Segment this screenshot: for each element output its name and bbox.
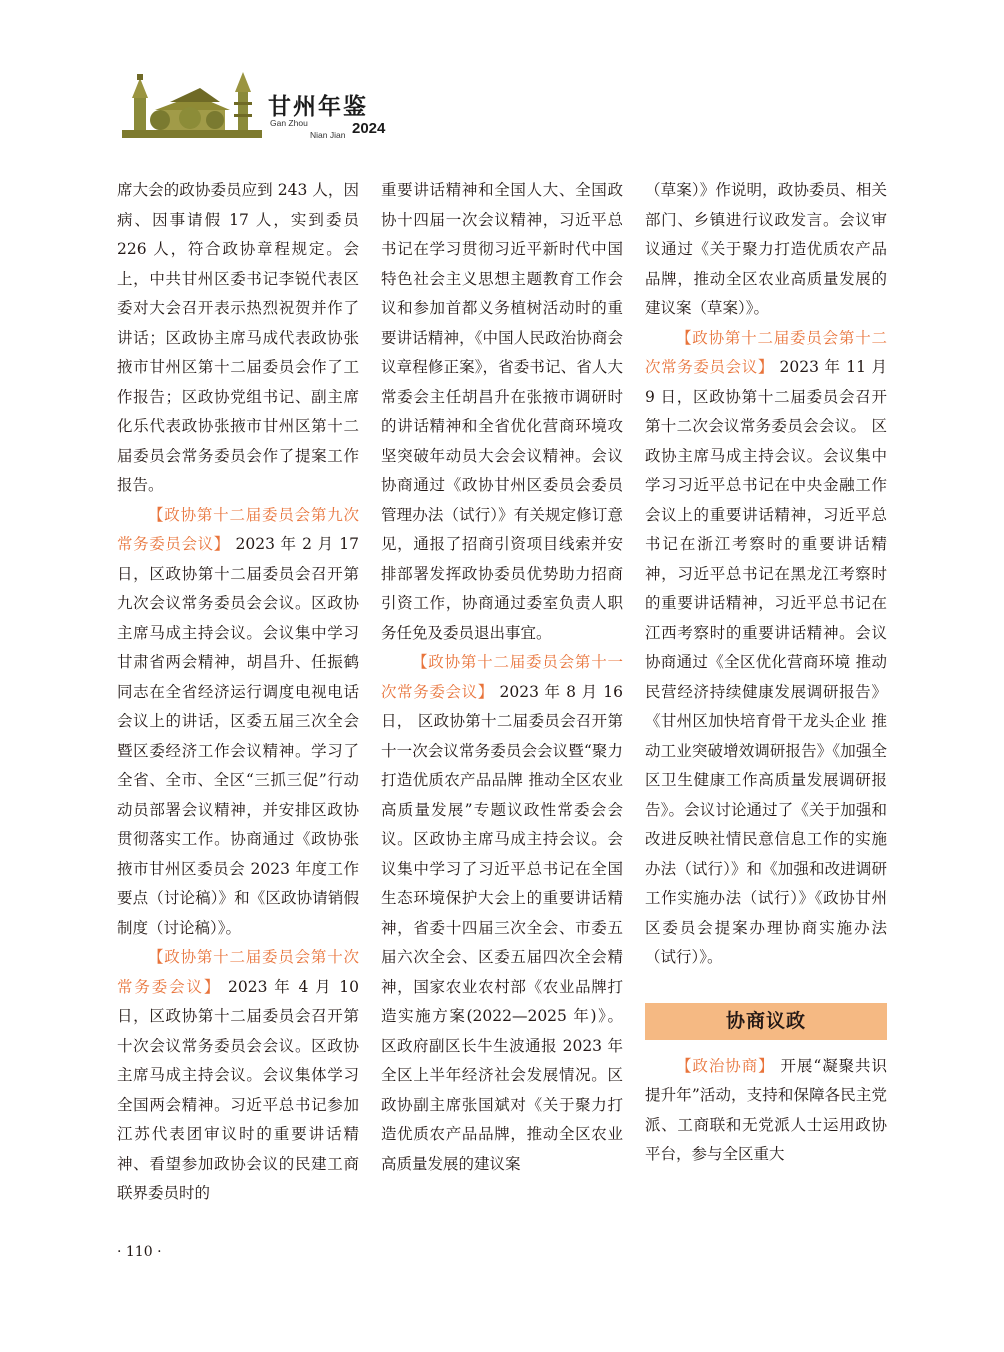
- entry-body: 2023 年 11 月 9 日，区政协第十二届委员会召开第十二次会议常务委员会会议。 区政协主席马成主持会议。会议集中学习习近平总书记在中央金融工作会议上的重要讲话精神，习近平总书记在浙江考察时的重要讲话精神，习近平总书记在黑龙江考察时的重要讲话精神，习近平总书记在江西考察时的重要讲话精神。会议协商通过《全区优化营商环境 推动民营经济持续健康发展调研报告》《甘州区加快培育骨干龙头企业 推动工业突破增效调研报告》《加强全区卫生健康工作高质量发展调研报告》。会议讨论通过了《关于加强和改进反映社情民意信息工作的实施办法（试行）》和《加强和改进调研工作实施办法（试行）》《政协甘州区委员会提案办理协商实施办法（试行）》。: [645, 358, 887, 966]
- entry-body: 开展“凝聚共识提升年”活动，支持和保障各民主党派、工商联和无党派人士运用政协平台，参与全区重大: [645, 1056, 887, 1163]
- page-header: [120, 70, 420, 145]
- entry-heading: 【政协第十二届委员会第十一次常务委会议】: [381, 653, 623, 701]
- entry-heading: 【政协第十二届委员会第九次常务委员会议】: [117, 505, 359, 553]
- paragraph: [381, 648, 623, 1179]
- entry-body: 2023 年 8 月 16 日， 区政协第十二届委员会召开第十一次会议常务委员会会议暨“聚力打造优质农产品品牌 推动全区农业高质量发展”专题议政性常委会会议。区政协主席马成主持会议。会议集中学习了习近平总书记在全国生态环境保护大会上的重要讲话精神，省委十四届三次全会、市委五届六次全会、区委五届四次全会精神，国家农业农村部《农业品牌打造实施方案(2022—2025 年)》。区政府副区长牛生波通报 2023 年全区上半年经济社会发展情况。区政协副主席张国斌对《关于聚力打造优质农产品品牌，推动全区农业高质量发展的建议案: [381, 682, 623, 1173]
- column-2: [381, 176, 623, 1179]
- page-number: · 110 ·: [117, 1244, 162, 1260]
- paragraph: 重要讲话精神和全国人大、全国政协十四届一次会议精神，习近平总书记在学习贯彻习近平新时代中国特色社会主义思想主题教育工作会议和参加首都义务植树活动时的重要讲话精神，《中国人民政治协商会议章程修正案》，省委书记、省人大常委会主任胡昌升在张掖市调研时的讲话精神和全省优化营商环境攻坚突破年动员大会会议精神。会议协商通过《政协甘州区委员会委员管理办法（试行）》有关规定修订意见，通报了招商引资项目线索并安排部署发挥政协委员优势助力招商引资工作，协商通过委室负责人职务任免及委员退出事宜。: [381, 181, 623, 642]
- paragraph: 席大会的政协委员应到 243 人，因病、因事请假 17 人，实到委员 226 人，符合政协章程规定。会上，中共甘州区委书记李锐代表区委对大会召开表示热烈祝贺并作了讲话；区政协主席马成代表政协张掖市甘州区第十二届委员会作了工作报告；区政协党组书记、副主席化乐代表政协张掖市甘州区第十二届委员会常务委员会作了提案工作报告。: [117, 181, 359, 494]
- yearbook-subtitle-1: Gan Zhou: [270, 118, 308, 128]
- section-title: 协商议政: [645, 1003, 887, 1040]
- paragraph: [117, 501, 359, 944]
- landscape-illustration: [120, 70, 265, 145]
- paragraph: [117, 943, 359, 1209]
- paragraph: [645, 324, 887, 973]
- entry-body: 2023 年 2 月 17 日，区政协第十二届委员会召开第九次会议常务委员会会议。区政协主席马成主持会议。会议集中学习甘肃省两会精神，胡昌升、任振鹤同志在全省经济运行调度电视电话会议上的讲话，区委五届三次全会暨区委经济工作会议精神。学习了全省、全市、全区“三抓三促”行动动员部署会议精神，并安排区政协贯彻落实工作。协商通过《政协张掖市甘州区委员会 2023 年度工作要点（讨论稿）》和《区政协请销假制度（讨论稿）》。: [117, 535, 359, 937]
- column-1: [117, 176, 359, 1209]
- column-3: [645, 176, 887, 1170]
- entry-heading: 【政治协商】: [676, 1056, 775, 1075]
- paragraph: （草案）》作说明，政协委员、相关部门、乡镇进行议政发言。会议审议通过《关于聚力打造优质农产品品牌，推动全区农业高质量发展的建议案（草案）》。: [645, 181, 887, 317]
- yearbook-subtitle-2: Nian Jian: [310, 130, 346, 140]
- yearbook-year: 2024: [352, 120, 386, 137]
- yearbook-title: 甘州年鉴: [268, 93, 368, 120]
- paragraph: [645, 1052, 887, 1170]
- entry-heading: 【政协第十二届委员会第十次常务委会议】: [117, 948, 359, 996]
- entry-body: 2023 年 4 月 10 日，区政协第十二届委员会召开第十次会议常务委员会会议。区政协主席马成主持会议。会议集体学习全国两会精神。习近平总书记参加江苏代表团审议时的重要讲话精神、看望参加政协会议的民建工商联界委员时的: [117, 977, 359, 1202]
- entry-heading: 【政协第十二届委员会第十二次常务委员会议】: [645, 328, 887, 376]
